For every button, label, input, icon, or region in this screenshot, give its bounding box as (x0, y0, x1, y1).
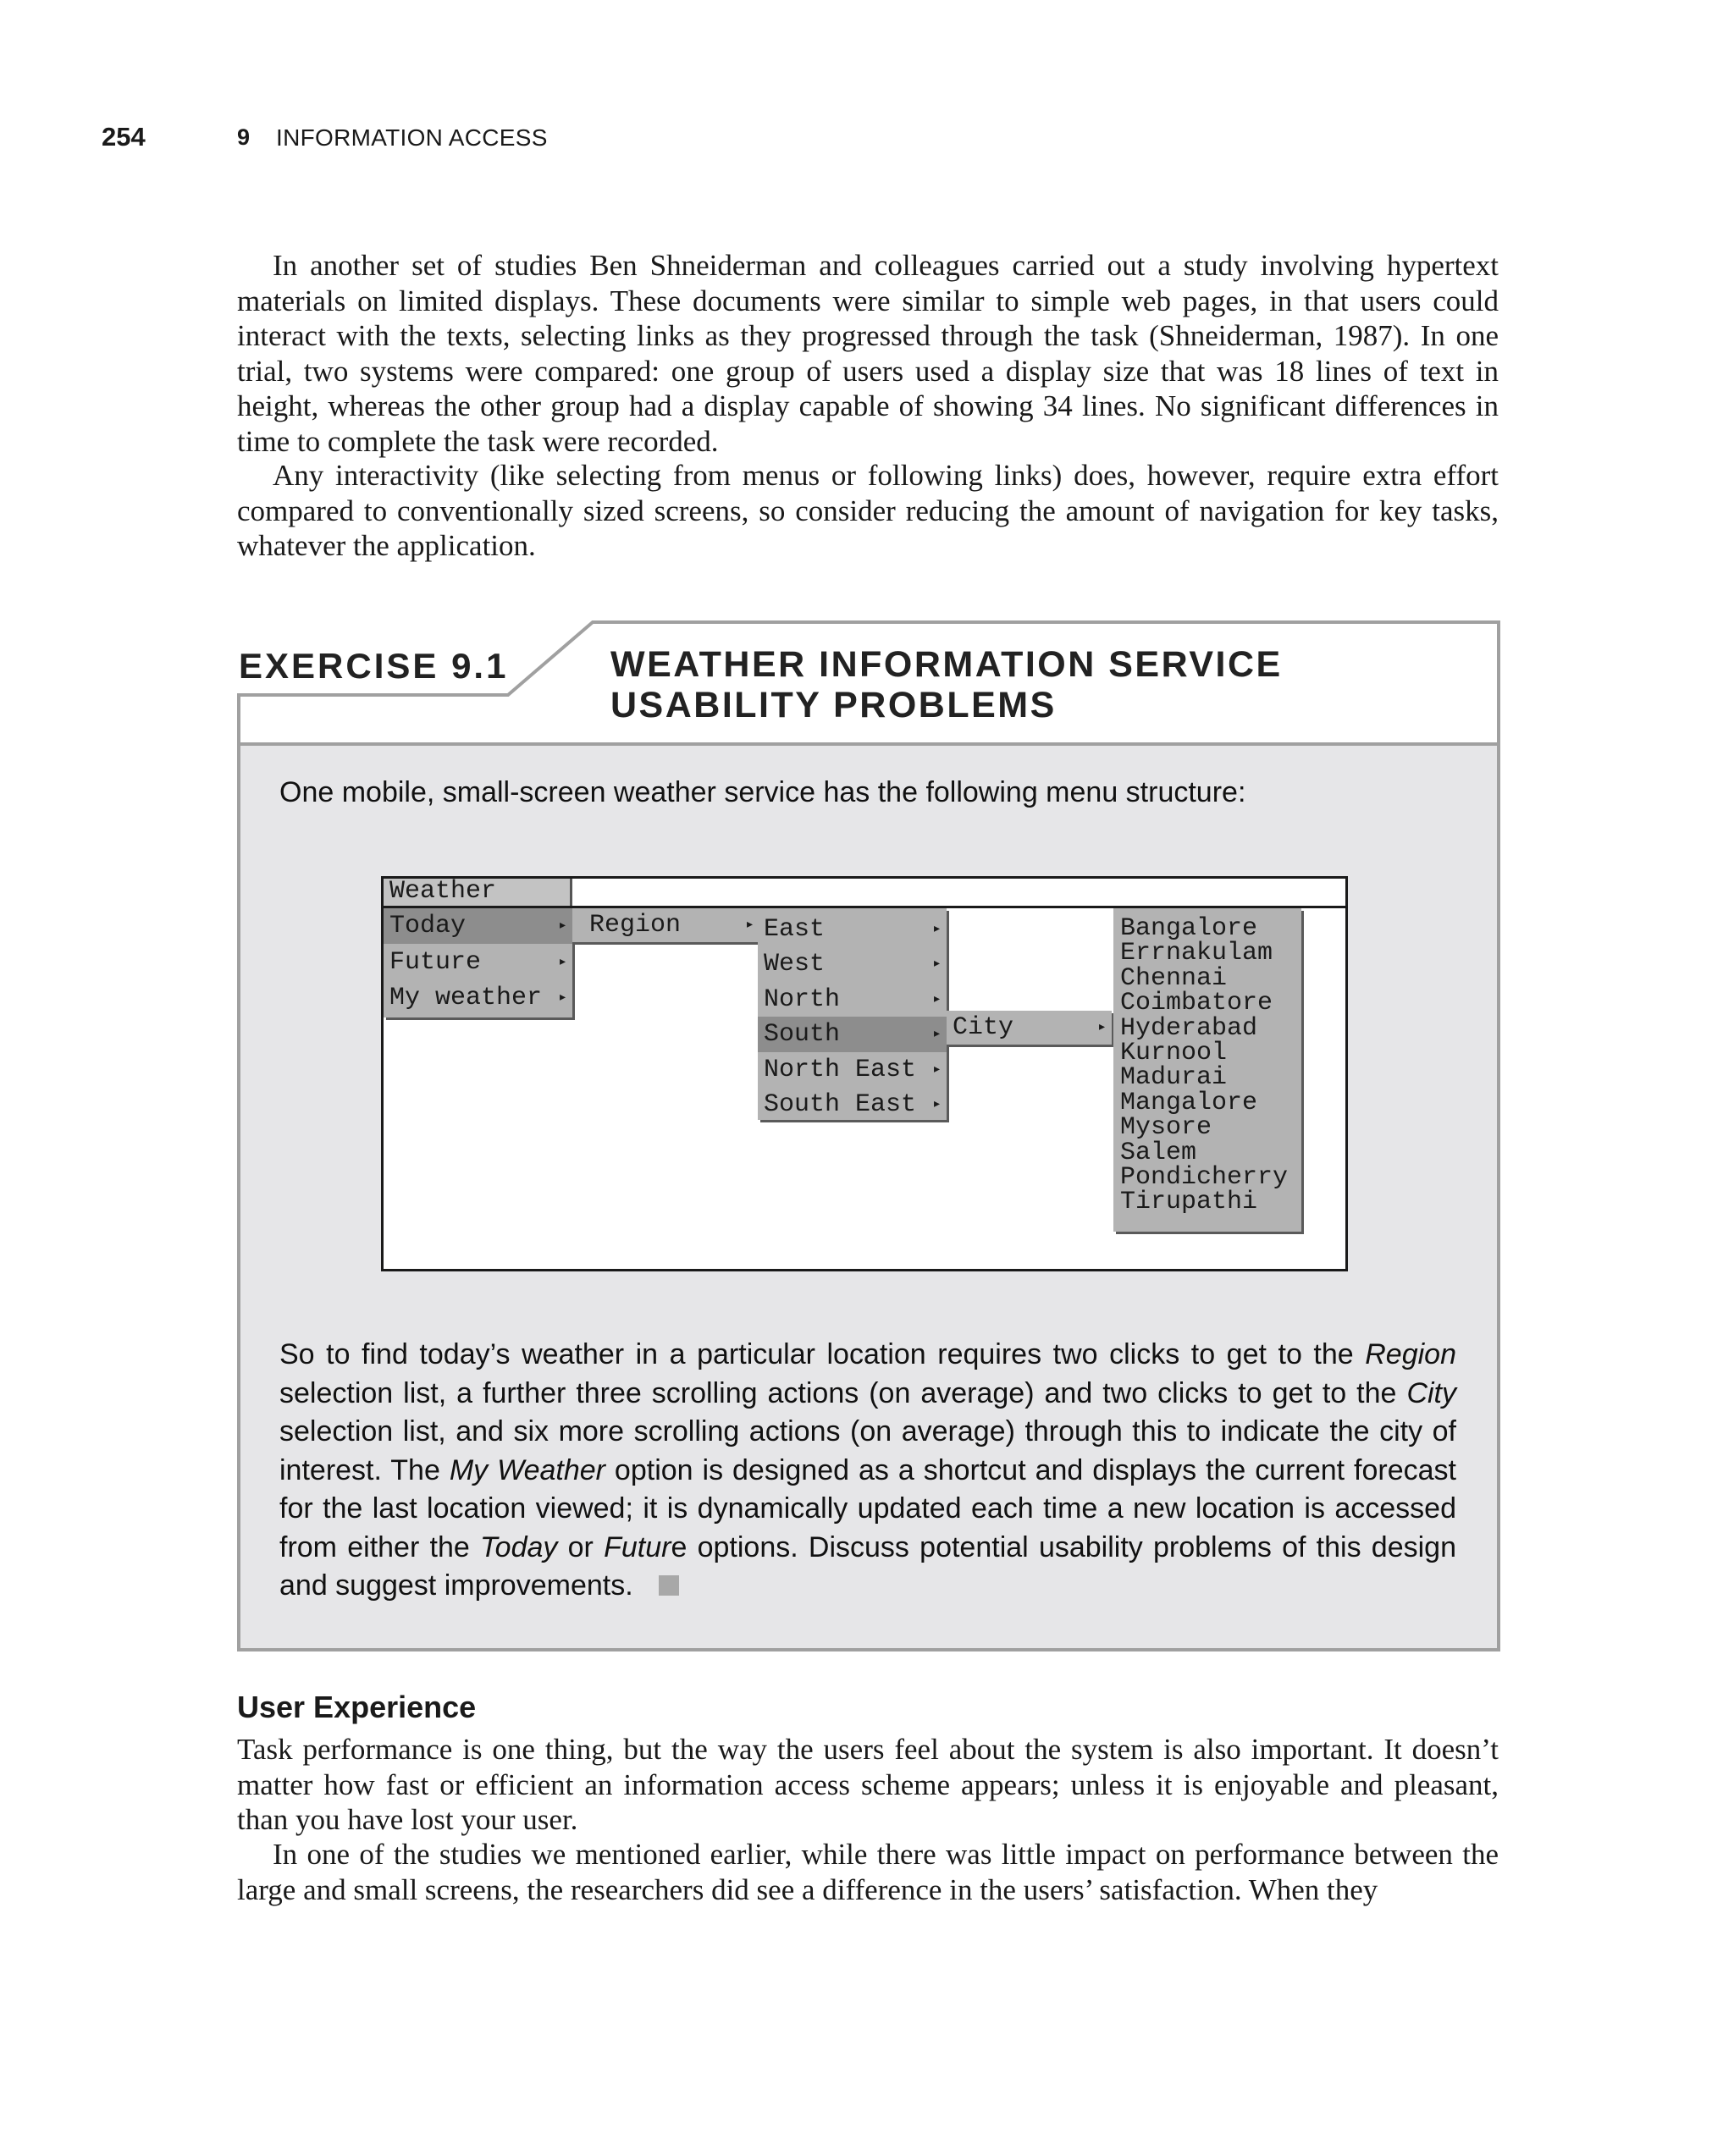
city-item-salem[interactable]: Salem (1120, 1138, 1197, 1167)
submenu-arrow-icon: ▸ (745, 917, 754, 934)
menu-item-label: Region (589, 911, 682, 940)
question-text: option is designed as a shortcut and displays the current forecast for the last location viewed; it is dynamically updated each time a new location is accessed from either the (279, 1453, 1456, 1563)
menu-item-label: City (953, 1013, 1014, 1042)
menu-item-city[interactable] (947, 1010, 1112, 1045)
region-menu (572, 908, 759, 942)
end-of-exercise-icon (659, 1575, 679, 1596)
chapter-title: INFORMATION ACCESS (276, 124, 548, 151)
city-list-menu (1113, 908, 1301, 1232)
menu-item-west[interactable] (758, 946, 947, 982)
question-emphasis: My Weather (449, 1453, 605, 1486)
menu-item-label: North East (764, 1056, 917, 1084)
menu-item-region[interactable] (572, 907, 759, 943)
submenu-arrow-icon: ▸ (932, 1026, 942, 1043)
menu-item-today[interactable] (384, 908, 572, 944)
city-item-hyderabad[interactable]: Hyderabad (1120, 1013, 1258, 1043)
city-item-kurnool[interactable]: Kurnool (1120, 1038, 1228, 1067)
submenu-arrow-icon: ▸ (932, 921, 942, 938)
exercise-title: WEATHER INFORMATION SERVICE USABILITY PROBLEMS (610, 644, 1283, 725)
submenu-arrow-icon: ▸ (558, 954, 567, 971)
city-item-pondicherry[interactable]: Pondicherry (1120, 1162, 1289, 1192)
question-text: So to find today’s weather in a particular location requires two clicks to get to the (279, 1338, 1366, 1370)
city-item-chennai[interactable]: Chennai (1120, 963, 1228, 993)
submenu-arrow-icon: ▸ (1097, 1019, 1107, 1036)
body-paragraph: In another set of studies Ben Shneiderman and colleagues carried out a study involving hypertext materials on limited displays. These documents were similar to simple web pages, in that users could interact with the texts, selecting links as they progressed through the task (Shneiderman, 1987). In one trial, two systems were compared: one group of users used a display size that was 18 lines of text in height, whereas the other group had a display capable of showing 34 lines. No significant differences in time to complete the task were recorded. (237, 249, 1499, 458)
body-paragraph: Task performance is one thing, but the way the users feel about the system is also important. It doesn’t matter how fast or efficient an information access scheme appears; unless it is enjoyable and pleasant, than you have lost your user. (237, 1733, 1499, 1836)
exercise-box (237, 620, 1500, 1652)
city-item-mysore[interactable]: Mysore (1120, 1113, 1212, 1143)
menu-item-my-weather[interactable] (384, 980, 572, 1016)
menu-item-east[interactable] (758, 912, 947, 947)
city-menu (947, 1011, 1112, 1045)
menu-item-label: West (764, 950, 826, 979)
submenu-arrow-icon: ▸ (558, 990, 567, 1006)
question-emphasis: City (1406, 1376, 1456, 1409)
submenu-arrow-icon: ▸ (932, 1096, 942, 1113)
city-item-bangalore[interactable]: Bangalore (1120, 914, 1258, 943)
question-text: selection list, and six more scrolling actions (on average) through this to indicate the city of interest. The (279, 1415, 1456, 1486)
body-paragraph: In one of the studies we mentioned earlier, while there was little impact on performance between the large and small screens, the researchers did see a difference in the users’ satisfaction. When they (237, 1838, 1499, 1906)
menu-item-label: South (764, 1020, 841, 1049)
menu-item-south-east[interactable] (758, 1087, 947, 1122)
submenu-arrow-icon: ▸ (932, 956, 942, 973)
menu-item-label: Future (389, 948, 482, 977)
question-text: e options. Discuss potential usability problems of this design and suggest improvements. (279, 1530, 1457, 1602)
question-emphasis: Futur (604, 1530, 671, 1563)
app-title: Weather (384, 879, 572, 906)
city-item-coimbatore[interactable]: Coimbatore (1120, 989, 1273, 1018)
city-item-errnakulam[interactable]: Errnakulam (1120, 939, 1273, 968)
submenu-arrow-icon: ▸ (558, 918, 567, 935)
question-emphasis: Region (1365, 1338, 1456, 1370)
question-text: selection list, a further three scrolling actions (on average) and two clicks to get to the (279, 1376, 1407, 1409)
submenu-arrow-icon: ▸ (932, 991, 942, 1008)
menu-item-label: South East (764, 1090, 917, 1119)
page-number: 254 (102, 122, 146, 152)
menu-item-label: Today (389, 912, 467, 940)
menu-item-label: East (764, 915, 826, 944)
menu-item-label: North (764, 985, 841, 1014)
city-item-tirupathi[interactable]: Tirupathi (1120, 1188, 1258, 1217)
city-item-madurai[interactable]: Madurai (1120, 1063, 1228, 1093)
menu-item-north[interactable] (758, 982, 947, 1017)
chapter-number: 9 (237, 124, 251, 150)
question-emphasis: Today (480, 1530, 558, 1563)
question-text: or (557, 1530, 605, 1563)
compass-region-menu (758, 908, 947, 1120)
menu-item-label: My weather (389, 984, 543, 1012)
submenu-arrow-icon: ▸ (932, 1061, 942, 1078)
phone-screen-mockup (381, 876, 1348, 1271)
city-item-mangalore[interactable]: Mangalore (1120, 1088, 1258, 1117)
exercise-intro: One mobile, small-screen weather service has the following menu structure: (279, 776, 1246, 808)
exercise-label: EXERCISE 9.1 (239, 646, 509, 686)
exercise-question (279, 1336, 1456, 1606)
section-heading: User Experience (237, 1690, 477, 1724)
menu-item-north-east[interactable] (758, 1052, 947, 1088)
main-menu (384, 908, 572, 1017)
menu-item-future[interactable] (384, 945, 572, 980)
menu-item-south[interactable] (758, 1017, 947, 1052)
body-paragraph: Any interactivity (like selecting from menus or following links) does, however, require extra effort compared to conventionally sized screens, so consider reducing the amount of navigation for key tasks, whatever the application. (237, 459, 1499, 562)
